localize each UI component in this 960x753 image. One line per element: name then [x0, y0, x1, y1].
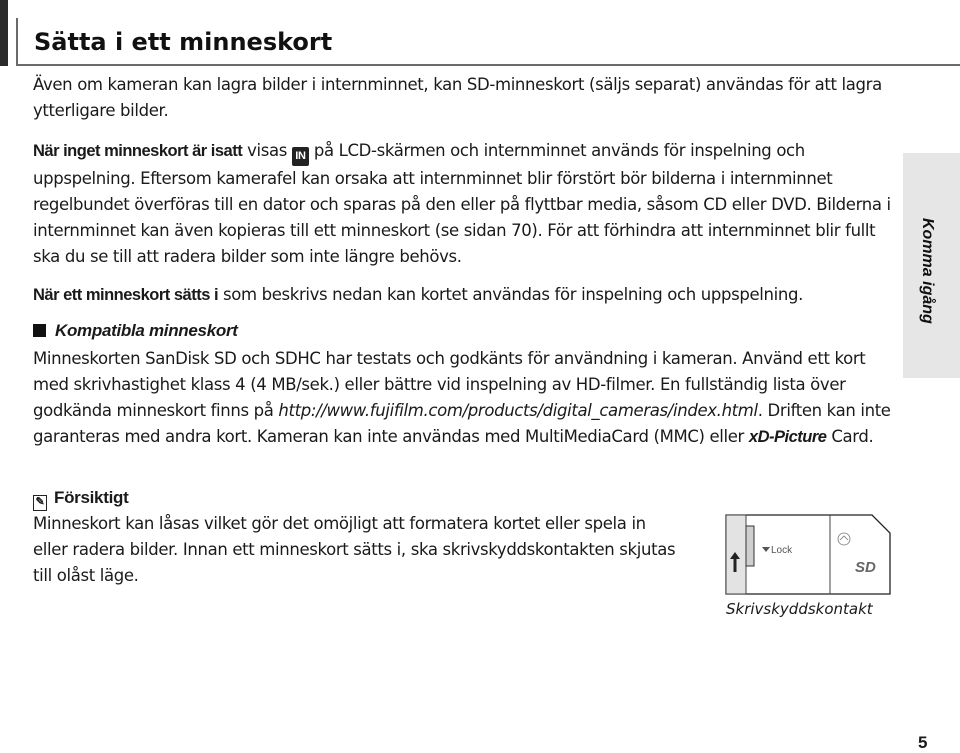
- card-word: Card.: [826, 427, 874, 446]
- illustration-caption: Skrivskyddskontakt: [726, 600, 873, 618]
- square-bullet-icon: [33, 324, 46, 337]
- caution-icon: ✎: [33, 495, 47, 511]
- no-card-bold: När inget minneskort är isatt: [33, 142, 243, 160]
- fujifilm-url[interactable]: http://www.fujifilm.com/products/digital_cameras/index.html: [278, 401, 758, 420]
- xd-picture-text: xD-Picture: [748, 428, 827, 446]
- no-card-before-icon: visas: [242, 141, 292, 160]
- sd-card-illustration: [722, 512, 892, 597]
- compatible-heading: [33, 321, 238, 341]
- compatible-heading-text: Kompatibla minneskort: [55, 321, 238, 340]
- card-inserted-paragraph: [33, 282, 903, 308]
- card-inserted-rest: som beskrivs nedan kan kortet användas för inspelning och uppspelning.: [218, 285, 803, 304]
- internal-memory-icon: IN: [292, 147, 309, 166]
- compatible-text-after-url: . Driften kan inte garanteras med andra kort. Kameran kan inte användas med MultiMediaCard (MMC) eller: [33, 401, 891, 446]
- side-tab-label: Komma igång: [919, 218, 936, 324]
- title-box: [16, 18, 960, 66]
- sd-logo: SD: [855, 559, 876, 576]
- lock-label: Lock: [771, 545, 793, 556]
- no-card-paragraph: [33, 138, 903, 270]
- caution-heading-text: Försiktigt: [54, 488, 129, 507]
- intro-text: Även om kameran kan lagra bilder i internminnet, kan SD-minneskort (säljs separat) användas för att lagra ytterligare bilder.: [33, 75, 882, 120]
- page-title: Sätta i ett minneskort: [34, 28, 333, 56]
- compatible-paragraph: [33, 346, 903, 450]
- caution-text: Minneskort kan låsas vilket gör det omöjligt att formatera kortet eller spela in eller radera bilder. Innan ett minneskort sätts i, ska skrivskyddskontakten skjutas till olåst läge.: [33, 514, 676, 585]
- no-card-after-icon: på LCD-skärmen och internminnet används för inspelning och uppspelning. Eftersom kamerafel kan orsaka att internminnet blir förstört bör bilderna i internminnet regelbundet överföras till en dator och sparas på den eller på flyttbar media, såsom CD eller DVD. Bilderna i internminnet kan även kopieras till ett minneskort (se sidan 70). För att förhindra att internminnet blir fullt ska du se till att radera bilder som inte längre behövs.: [33, 141, 891, 266]
- card-inserted-bold: När ett minneskort sätts i: [33, 286, 219, 304]
- caution-heading: [33, 488, 128, 511]
- left-edge-bar: [0, 0, 8, 66]
- compatible-text-before-url: Minneskorten SanDisk SD och SDHC har testats och godkänts för användning i kameran. Använd ett kort med skrivhastighet klass 4 (4 MB/sek.) eller bättre vid inspelning av HD-filmer. En fullständig lista över godkända minneskort finns på: [33, 349, 866, 420]
- write-protect-switch: [746, 526, 754, 566]
- page-number: 5: [918, 733, 928, 752]
- intro-paragraph: [33, 72, 903, 124]
- caution-paragraph: [33, 511, 683, 589]
